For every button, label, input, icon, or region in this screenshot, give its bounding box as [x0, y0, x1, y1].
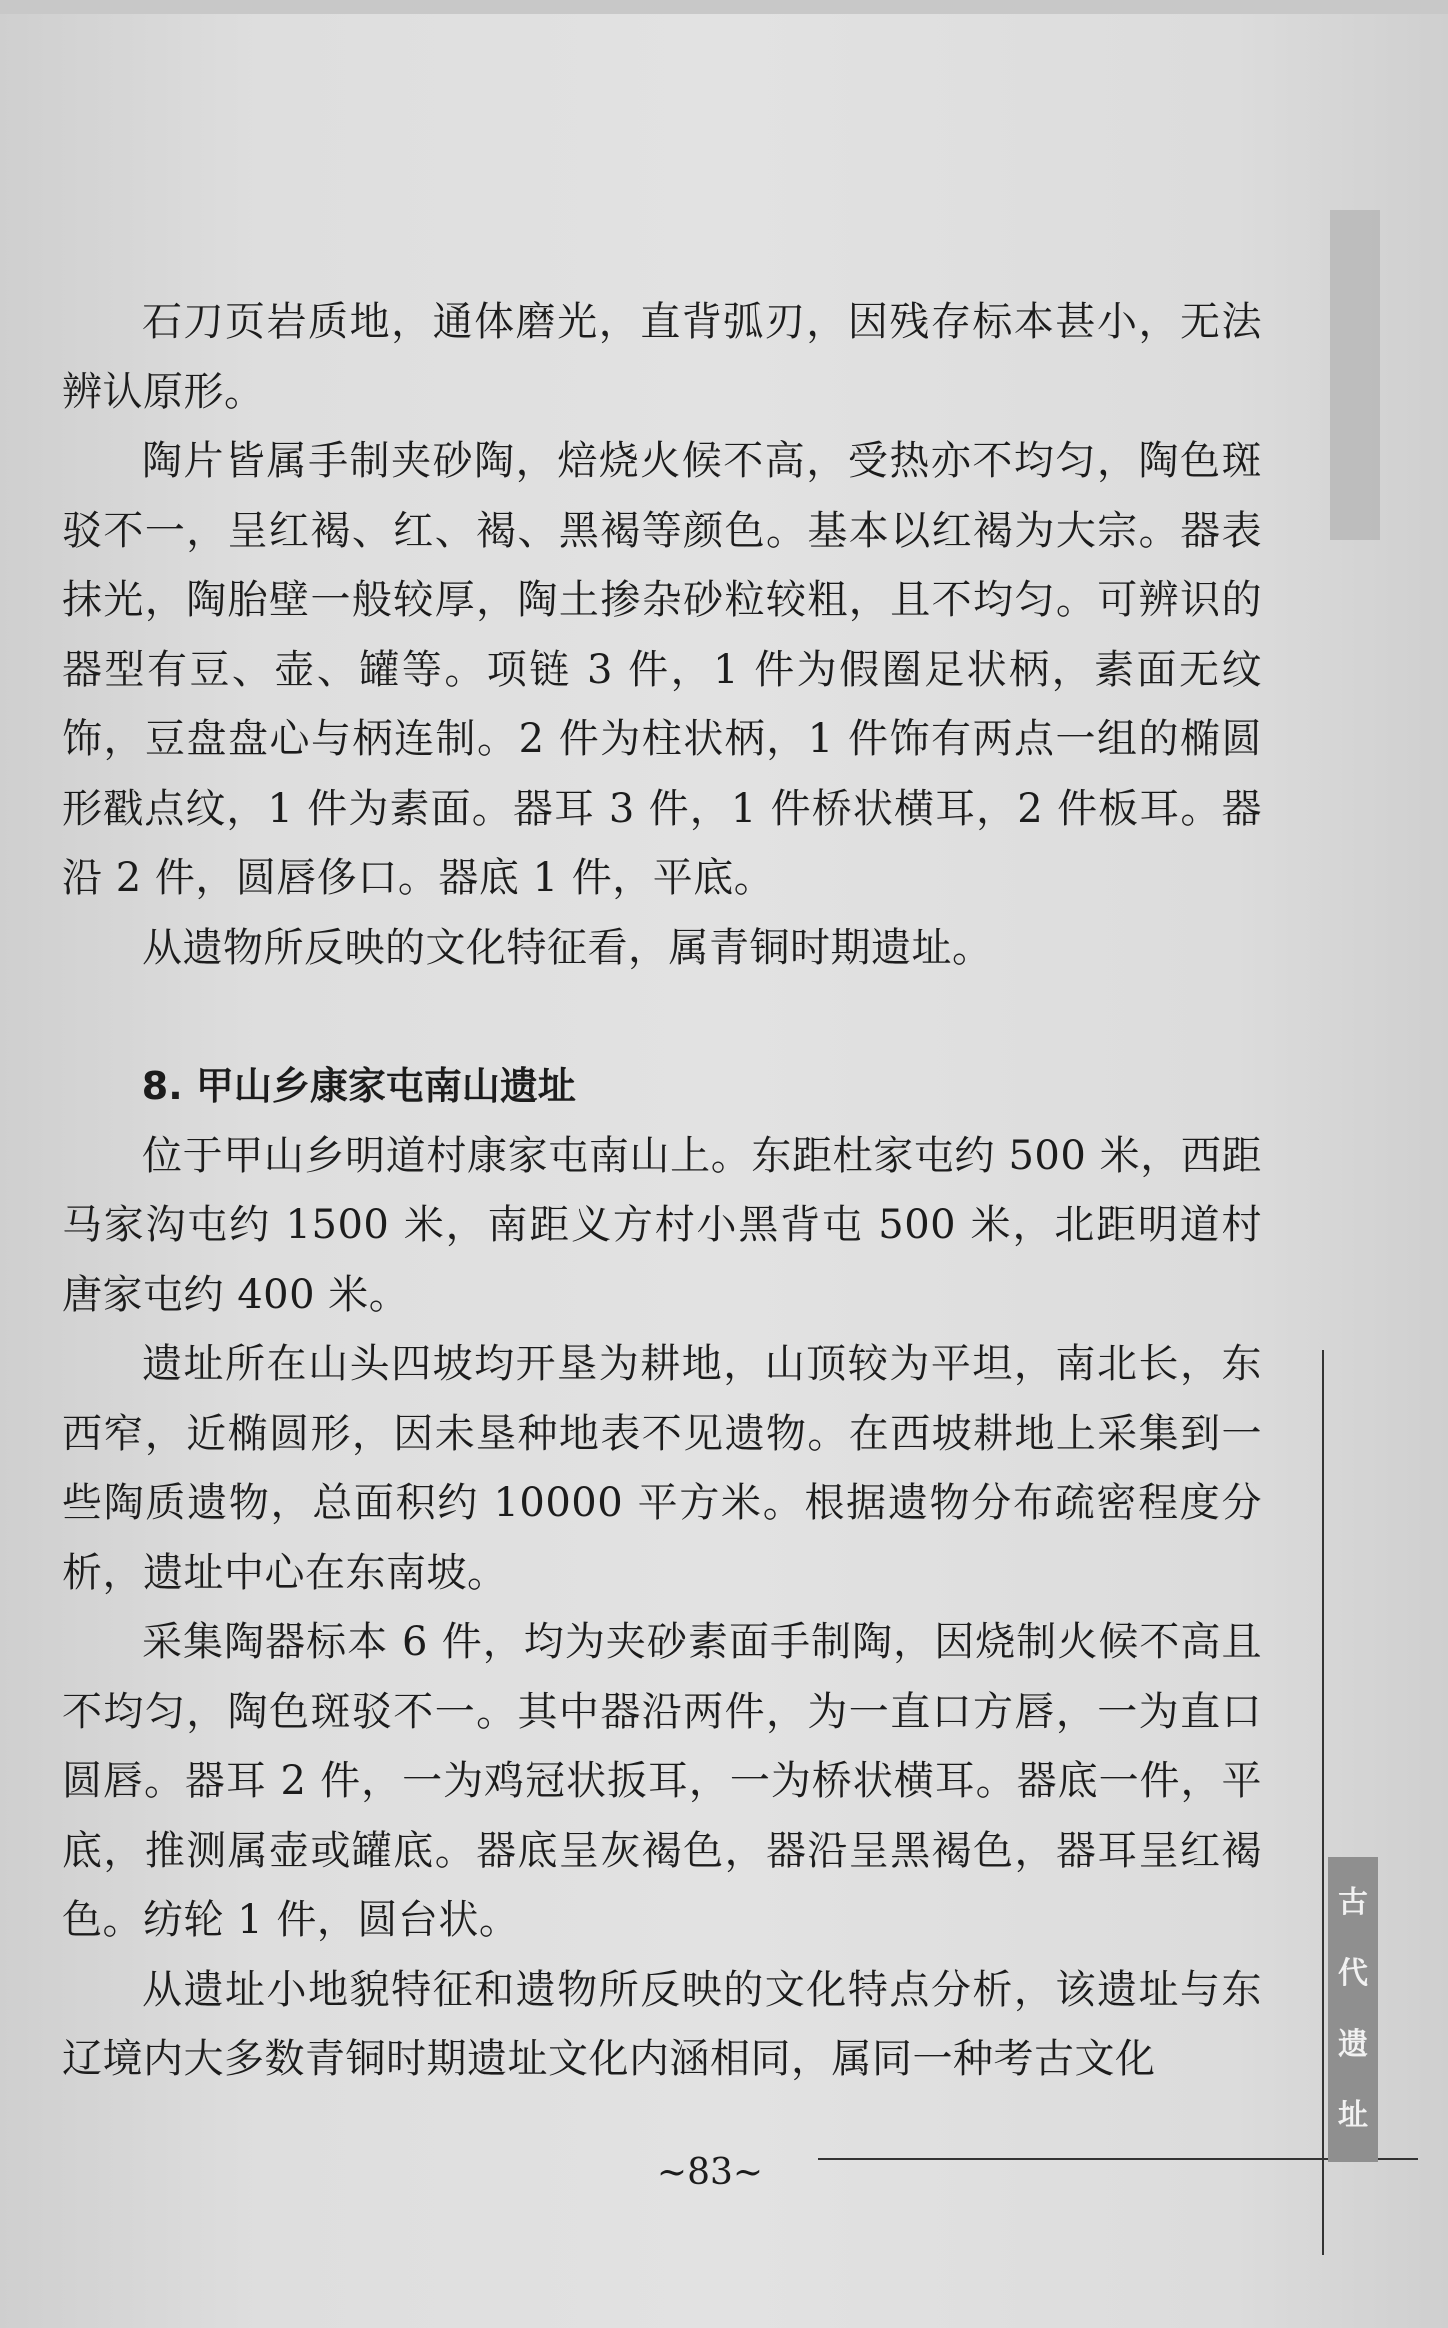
paragraph: 从遗物所反映的文化特征看，属青铜时期遗址。	[142, 924, 993, 971]
chapter-side-tab	[1328, 1857, 1378, 2162]
paragraph: 采集陶器标本 6 件，均为夹砂素面手制陶，因烧制火候不高且不均匀，陶色斑驳不一。其中器沿两件，为一直口方唇，一为直口圆唇。器耳 2 件，一为鸡冠状扳耳，一为桥状横耳。器底一件，平底，推测属壶或罐底。器底呈灰褐色，器沿呈黑褐色，器耳呈红褐色。纺轮 1 件，圆台状。	[62, 1619, 1262, 1943]
paragraph: 位于甲山乡明道村康家屯南山上。东距杜家屯约 500 米，西距马家沟屯约 1500 米，南距义方村小黑背屯 500 米，北距明道村唐家屯约 400 米。	[62, 1132, 1262, 1318]
paragraph: 从遗址小地貌特征和遗物所反映的文化特点分析，该遗址与东辽境内大多数青铜时期遗址文化内涵相同，属同一种考古文化	[62, 1966, 1262, 2082]
side-tab-faded	[1330, 210, 1380, 540]
section-heading: 8. 甲山乡康家屯南山遗址	[141, 1064, 576, 1108]
side-tab-char: 址	[1338, 2098, 1368, 2134]
margin-rule-vertical	[1322, 1350, 1324, 2255]
side-tab-char: 遗	[1338, 2027, 1368, 2063]
page-content	[62, 288, 1262, 2095]
page-number: ~83~	[656, 2152, 764, 2193]
paragraph: 陶片皆属手制夹砂陶，焙烧火候不高，受热亦不均匀，陶色斑驳不一，呈红褐、红、褐、黑褐等颜色。基本以红褐为大宗。器表抹光，陶胎壁一般较厚，陶土掺杂砂粒较粗，且不均匀。可辨识的器型有豆、壶、罐等。项链 3 件，1 件为假圈足状柄，素面无纹饰，豆盘盘心与柄连制。2 件为柱状柄，1 件饰有两点一组的椭圆形戳点纹，1 件为素面。器耳 3 件，1 件桥状横耳，2 件板耳。器沿 2 件，圆唇侈口。器底 1 件，平底。	[62, 438, 1262, 901]
side-tab-char: 代	[1338, 1955, 1368, 1991]
page-top-edge	[0, 0, 1448, 14]
paragraph: 遗址所在山头四坡均开垦为耕地，山顶较为平坦，南北长，东西窄，近椭圆形，因未垦种地表不见遗物。在西坡耕地上采集到一些陶质遗物，总面积约 10000 平方米。根据遗物分布疏密程度分析，遗址中心在东南坡。	[62, 1341, 1262, 1596]
paragraph: 石刀页岩质地，通体磨光，直背弧刃，因残存标本甚小，无法辨认原形。	[62, 299, 1262, 415]
side-tab-char: 古	[1338, 1884, 1368, 1920]
